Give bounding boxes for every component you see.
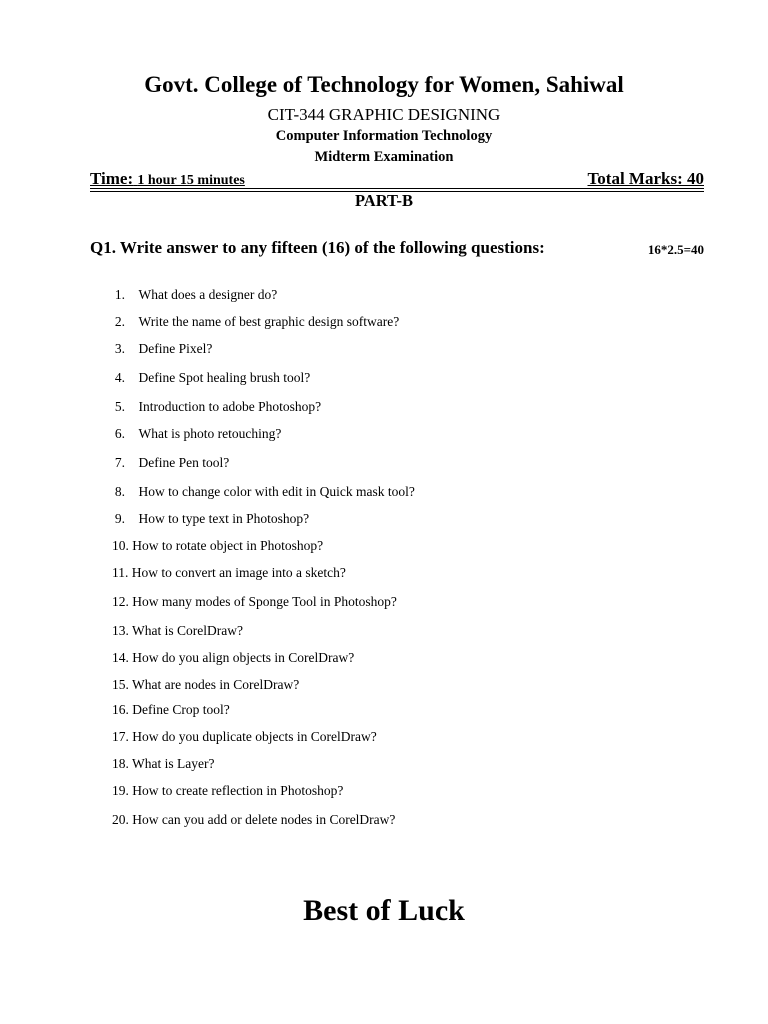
item-text: How do you duplicate objects in CorelDraw? <box>132 729 377 744</box>
list-item <box>112 649 354 667</box>
item-text: How to type text in Photoshop? <box>138 511 310 526</box>
list-item <box>112 811 395 829</box>
exam-name: Midterm Examination <box>314 149 454 165</box>
item-number: 2. <box>114 314 125 329</box>
item-text: Introduction to adobe Photoshop? <box>138 399 322 414</box>
item-text: How many modes of Sponge Tool in Photoshop? <box>132 594 397 609</box>
item-number: 18. <box>112 756 129 771</box>
list-item <box>112 676 299 694</box>
time-label: Time: <box>90 169 134 188</box>
item-number: 9. <box>114 511 125 526</box>
item-number: 13. <box>112 623 129 638</box>
list-item <box>112 369 310 387</box>
item-number: 8. <box>114 484 125 499</box>
item-number: 19. <box>112 783 129 798</box>
item-number: 10. <box>112 538 129 553</box>
course-title: CIT-344 GRAPHIC DESIGNING <box>267 105 501 124</box>
item-number: 20. <box>112 812 129 827</box>
item-number: 17. <box>112 729 129 744</box>
time-value: 1 hour 15 minutes <box>137 173 245 188</box>
part-heading: PART-B <box>354 191 414 210</box>
item-number: 5. <box>114 399 125 414</box>
item-number: 1. <box>114 287 125 302</box>
item-text: Write the name of best graphic design software? <box>138 314 400 329</box>
list-item <box>112 593 397 611</box>
item-number: 11. <box>112 565 129 580</box>
department-name: Computer Information Technology <box>275 128 493 144</box>
question-text: Q1. Write answer to any fifteen (16) of the following questions: <box>90 238 545 257</box>
item-text: What is CorelDraw? <box>132 623 243 638</box>
item-text: What does a designer do? <box>138 287 278 302</box>
item-text: What is Layer? <box>132 756 215 771</box>
item-text: Define Crop tool? <box>132 702 230 717</box>
item-text: What are nodes in CorelDraw? <box>132 677 300 692</box>
list-item <box>112 728 377 746</box>
list-item <box>112 425 281 443</box>
item-text: Define Pixel? <box>138 341 213 356</box>
list-item <box>112 483 415 501</box>
item-text: Define Pen tool? <box>138 455 230 470</box>
list-item <box>112 286 277 304</box>
list-item <box>112 701 230 719</box>
list-item <box>112 564 346 582</box>
item-number: 12. <box>112 594 129 609</box>
item-number: 16. <box>112 702 129 717</box>
list-item <box>112 782 343 800</box>
item-text: How to create reflection in Photoshop? <box>132 783 344 798</box>
item-text: What is photo retouching? <box>138 426 282 441</box>
item-text: How to change color with edit in Quick mask tool? <box>138 484 415 499</box>
item-number: 4. <box>114 370 125 385</box>
list-item <box>112 510 309 528</box>
item-text: How to rotate object in Photoshop? <box>132 538 324 553</box>
item-number: 3. <box>114 341 125 356</box>
question-row <box>90 238 704 262</box>
item-number: 7. <box>114 455 125 470</box>
item-number: 15. <box>112 677 129 692</box>
list-item <box>112 537 323 555</box>
item-text: How can you add or delete nodes in CorelDraw? <box>132 812 396 827</box>
list-item <box>112 622 243 640</box>
college-title: Govt. College of Technology for Women, Sahiwal <box>144 72 624 97</box>
item-text: Define Spot healing brush tool? <box>138 370 311 385</box>
closing-message: Best of Luck <box>303 894 465 927</box>
time-info <box>90 169 245 189</box>
item-text: How to convert an image into a sketch? <box>131 565 346 580</box>
total-marks: Total Marks: 40 <box>587 169 704 188</box>
list-item <box>112 340 212 358</box>
item-number: 14. <box>112 650 129 665</box>
item-text: How do you align objects in CorelDraw? <box>132 650 355 665</box>
list-item <box>112 398 321 416</box>
list-item <box>112 454 229 472</box>
list-item <box>112 755 214 773</box>
list-item <box>112 313 399 331</box>
item-number: 6. <box>114 426 125 441</box>
question-marks: 16*2.5=40 <box>647 242 704 257</box>
